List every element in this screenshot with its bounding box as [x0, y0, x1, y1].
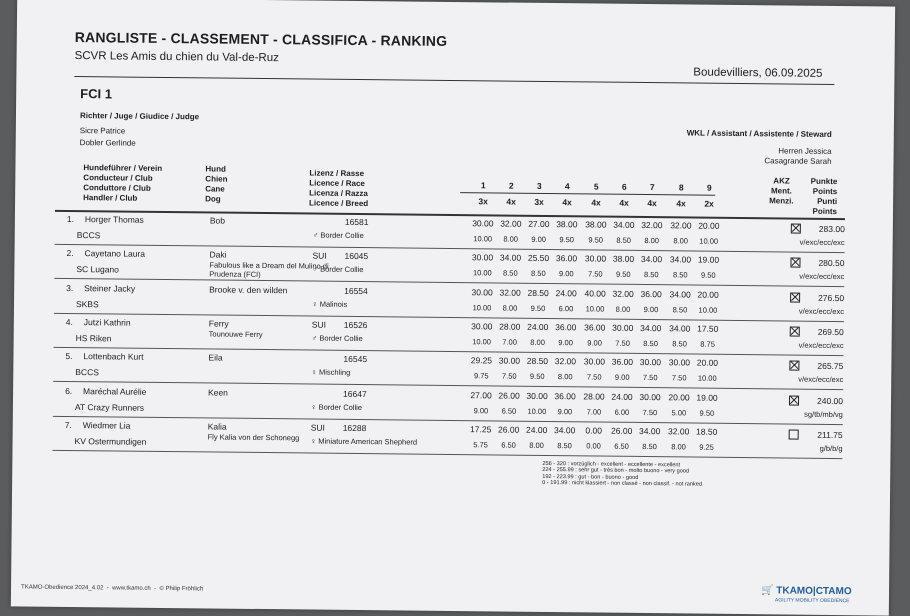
- exercise-score: 10.00: [472, 268, 492, 278]
- exercise-score: 8.00: [673, 236, 689, 246]
- exercise-total: 20.00: [697, 289, 719, 300]
- exercise-score: 9.50: [700, 270, 716, 280]
- club-name: SCVR Les Amis du chien du Val-de-Ruz: [74, 50, 279, 65]
- judge-name: Dobler Gerlinde: [79, 138, 136, 148]
- checkbox-icon: [789, 430, 799, 440]
- exercise-total: 32.00: [670, 220, 692, 231]
- exercise-total: 38.00: [585, 219, 607, 230]
- qualification-legend: 256 - 320 : vorzüglich - excellent - eccellente - excellent 224 - 255.99 : sehr gut - très bon - molto buono - very good 192 - 223.99 : gut - bon - buono - good 0 - 191.99 : nicht klassiert - non classé - non classif. - not ranked: [542, 460, 702, 488]
- exercise-score: 10.00: [585, 304, 605, 314]
- exercise-total: 34.00: [669, 254, 692, 265]
- exercise-total: 30.00: [583, 356, 606, 367]
- judge-name: Sicre Patrice: [79, 126, 126, 136]
- exercise-score: 8.50: [672, 270, 688, 280]
- exercise-coefficient: 4x: [506, 196, 516, 207]
- exercise-total: 19.00: [696, 392, 718, 403]
- exercise-score: 8.00: [644, 236, 660, 246]
- club-name: AT Crazy Runners: [74, 402, 145, 413]
- exercise-score: 7.50: [642, 407, 658, 418]
- dog-name: Brooke v. den wilden: [209, 284, 288, 296]
- qualification: g/b/b/g: [819, 443, 843, 454]
- footer: TKAMO-Obedience 2024_4.02 - www.tkamo.ch - © Philip Fröhlich: [21, 584, 204, 593]
- exercise-number: 1: [480, 180, 486, 191]
- exercise-total: 36.00: [555, 253, 578, 264]
- exercise-total: 28.00: [583, 391, 605, 402]
- exercise-score: 10.00: [472, 337, 492, 347]
- points-total: 283.00: [818, 223, 845, 235]
- exercise-score: 9.50: [588, 235, 604, 245]
- software-version: TKAMO-Obedience 2024_4.02: [21, 584, 104, 592]
- exercise-total: 36.00: [554, 391, 576, 402]
- qualification: v/exc/ecc/exc: [798, 340, 844, 351]
- exercise-score: 10.00: [473, 234, 493, 244]
- handler-name: Jutzi Kathrin: [83, 317, 131, 328]
- exercise-score: 9.00: [558, 338, 573, 348]
- ranking-sheet: [11, 0, 895, 616]
- exercise-total: 40.00: [584, 288, 606, 299]
- exercise-score: 5.00: [671, 408, 687, 418]
- exercise-score: 8.00: [615, 304, 631, 314]
- exercise-total: 30.00: [472, 218, 494, 229]
- licence-number: 16581: [344, 216, 369, 228]
- exercise-total: 26.00: [498, 390, 520, 401]
- breed: ♂ Border Collie: [311, 333, 363, 344]
- licence-number: 16526: [343, 319, 368, 331]
- exercise-score: 9.00: [473, 406, 489, 416]
- exercise-total: 19.00: [697, 254, 720, 265]
- exercise-score: 6.50: [614, 441, 629, 451]
- exercise-number: 8: [678, 182, 684, 193]
- exercise-score: 5.75: [473, 440, 488, 450]
- handler-name: Horger Thomas: [84, 214, 144, 225]
- dog-name: Daki: [209, 249, 227, 260]
- exercise-total: 20.00: [698, 220, 720, 231]
- breed: ♂ Border Collie: [312, 264, 364, 275]
- exercise-total: 26.00: [498, 424, 520, 435]
- exercise-total: 32.00: [499, 287, 521, 298]
- exercise-score: 7.50: [586, 372, 602, 382]
- points-total: 240.00: [816, 395, 844, 407]
- checked-box-icon: [790, 293, 800, 303]
- exercise-score: 8.50: [502, 268, 518, 278]
- handler-name: Cayetano Laura: [84, 248, 146, 259]
- exercise-score: 8.50: [557, 441, 572, 451]
- exercise-score: 8.50: [672, 339, 687, 349]
- exercise-score: 7.50: [642, 372, 658, 383]
- exercise-score: 10.00: [698, 305, 718, 315]
- licence-number: 16288: [342, 422, 367, 434]
- exercise-score: 10.00: [527, 406, 547, 416]
- exercise-score: 9.50: [699, 408, 715, 418]
- points-total: 276.50: [818, 292, 845, 304]
- exercise-total: 38.00: [612, 253, 635, 264]
- exercise-total: 34.00: [640, 322, 662, 334]
- exercise-header-rule: [460, 192, 715, 196]
- exercise-total: 34.00: [640, 253, 663, 265]
- exercise-score: 8.00: [503, 234, 519, 244]
- club-name: SKBS: [75, 299, 99, 310]
- breed: ♀ Border Collie: [310, 402, 363, 413]
- exercise-score: 8.50: [672, 305, 688, 315]
- checked-box-icon: [791, 224, 801, 234]
- handler-name: Lottenbach Kurt: [83, 351, 144, 362]
- handler-name: Wiedmer Lia: [82, 420, 131, 431]
- exercise-coefficient: 4x: [562, 197, 572, 208]
- exercise-total: 32.00: [668, 426, 690, 437]
- exercise-score: 7.50: [501, 371, 517, 381]
- qualification: v/exc/ecc/exc: [799, 271, 845, 282]
- points-total: 269.50: [817, 326, 844, 338]
- exercise-score: 8.50: [616, 235, 632, 245]
- location-date: Boudevilliers, 06.09.2025: [693, 66, 823, 80]
- rank: 4.: [65, 316, 73, 328]
- exercise-score: 9.00: [587, 338, 602, 348]
- exercise-coefficient: 2x: [704, 198, 714, 209]
- exercise-score: 7.50: [671, 373, 687, 383]
- rank: 1.: [66, 213, 75, 225]
- exercise-score: 8.50: [643, 338, 658, 349]
- exercise-number: 5: [593, 181, 599, 192]
- exercise-score: 8.00: [557, 372, 573, 382]
- dog-full-name: Fly Kalia von der Schonegg: [207, 432, 300, 443]
- exercise-score: 9.00: [557, 407, 573, 417]
- table-row: [52, 417, 842, 459]
- exercise-score: 10.00: [472, 303, 492, 313]
- rank: 2.: [66, 247, 74, 259]
- exercise-total: 29.25: [470, 355, 493, 366]
- points-total: 280.50: [818, 257, 845, 269]
- qualification: v/exc/ecc/exc: [798, 374, 844, 385]
- rank: 3.: [66, 282, 74, 294]
- club-name: SC Lugano: [76, 264, 119, 275]
- exercise-total: 32.00: [554, 356, 577, 367]
- exercise-score: 8.00: [671, 442, 686, 452]
- exercise-score: 9.25: [699, 442, 714, 452]
- licence-number: 16545: [343, 353, 368, 365]
- exercise-total: 30.00: [639, 391, 661, 403]
- dog-column-header: Hund Chien Cane Dog: [205, 164, 228, 204]
- exercise-score: 9.00: [558, 269, 574, 279]
- exercise-score: 9.00: [531, 234, 547, 244]
- exercise-number: 2: [508, 180, 514, 191]
- exercise-number: 4: [564, 181, 570, 192]
- exercise-total: 30.00: [612, 322, 634, 333]
- trophy-icon: 🛒: [760, 585, 774, 597]
- checked-box-icon: [790, 327, 800, 337]
- club-name: BCCS: [75, 367, 99, 378]
- handler-name: Steiner Jacky: [84, 283, 136, 294]
- dog-full-name: [208, 398, 328, 399]
- exercise-coefficient: 3x: [478, 196, 488, 207]
- breed: ♀ Miniature American Shepherd: [310, 436, 418, 447]
- exercise-coefficient: 4x: [676, 198, 686, 209]
- exercise-score: 6.00: [614, 407, 630, 417]
- exercise-total: 34.00: [613, 219, 635, 230]
- exercise-total: 30.00: [471, 287, 493, 298]
- exercise-total: 25.50: [527, 252, 550, 264]
- exercise-total: 20.00: [668, 392, 690, 403]
- class-title: FCI 1: [80, 86, 113, 102]
- exercise-score: 9.50: [530, 303, 546, 313]
- exercise-score: 8.00: [529, 440, 544, 450]
- club-name: HS Riken: [75, 333, 112, 344]
- rank: 7.: [64, 419, 72, 431]
- country: SUI: [312, 250, 327, 261]
- steward-name: Herren Jessica: [778, 146, 832, 156]
- exercise-total: 28.50: [527, 287, 549, 299]
- tkamo-logo: 🛒 TKAMO|CTAMO: [760, 585, 852, 598]
- exercise-coefficient: 4x: [647, 198, 657, 209]
- copyright: © Philip Fröhlich: [159, 585, 204, 593]
- rank: 6.: [65, 385, 73, 397]
- exercise-total: 36.00: [584, 322, 606, 333]
- points-total: 265.75: [817, 360, 844, 372]
- exercise-score: 7.00: [502, 337, 517, 347]
- exercise-total: 0.00: [585, 425, 603, 436]
- exercise-total: 24.00: [611, 391, 633, 402]
- exercise-number: 6: [621, 181, 627, 192]
- breed: ♀ Malinois: [311, 299, 348, 309]
- exercise-score: 7.00: [586, 407, 602, 417]
- exercise-total: 20.00: [696, 357, 719, 368]
- dog-name: Keen: [208, 387, 228, 398]
- exercise-number: 3: [536, 180, 542, 191]
- exercise-total: 34.00: [669, 323, 691, 334]
- dog-name: Eila: [208, 352, 223, 363]
- exercise-total: 30.00: [668, 357, 691, 368]
- exercise-total: 34.00: [499, 252, 522, 263]
- qualification: sg/tb/mb/vg: [804, 409, 843, 420]
- exercise-total: 30.00: [498, 355, 521, 366]
- exercise-total: 28.00: [499, 321, 521, 332]
- exercise-total: 26.00: [611, 425, 633, 436]
- licence-column-header: Lizenz / Rasse Licence / Race Licenza / Razza Licence / Breed: [309, 168, 369, 209]
- exercise-total: 38.00: [556, 219, 578, 230]
- exercise-score: 6.50: [501, 440, 516, 450]
- exercise-total: 24.00: [555, 288, 577, 299]
- checked-box-icon: [790, 258, 800, 268]
- licence-number: 16647: [343, 388, 367, 400]
- club-name: BCCS: [76, 230, 101, 241]
- exercise-score: 9.00: [614, 372, 630, 382]
- exercise-score: 7.50: [615, 338, 630, 348]
- points-total: 211.75: [817, 429, 843, 441]
- dog-name: Ferry: [208, 318, 229, 329]
- points-column-header: Punkte Points Punti Points: [810, 176, 838, 217]
- exercise-score: 9.00: [643, 304, 659, 315]
- dog-full-name: Tounouwe Ferry: [208, 329, 263, 340]
- dog-full-name: Fabulous like a Dream del Mulino di Prudenza (FCI): [209, 260, 329, 279]
- exercise-total: 34.00: [639, 425, 661, 437]
- country: SUI: [311, 319, 327, 330]
- rank: 5.: [65, 350, 73, 362]
- exercise-total: 32.00: [641, 219, 663, 231]
- exercise-total: 27.00: [470, 390, 492, 401]
- checked-box-icon: [789, 361, 799, 371]
- exercise-total: 30.00: [639, 356, 662, 368]
- licence-number: 16554: [344, 285, 368, 297]
- breed: ♀ Mischling: [311, 367, 351, 377]
- tkamo-logo-subtitle: AGILITY MOBILITY OBEDIENCE: [774, 597, 850, 605]
- club-name: KV Ostermundigen: [74, 436, 147, 447]
- qualification: v/exc/ecc/exc: [799, 237, 845, 248]
- exercise-score: 6.00: [558, 304, 574, 314]
- exercise-score: 8.00: [530, 337, 545, 347]
- exercise-total: 30.00: [584, 253, 607, 264]
- exercise-total: 27.00: [528, 218, 550, 230]
- exercise-score: 8.50: [530, 268, 546, 278]
- exercise-score: 9.50: [559, 235, 575, 245]
- exercise-total: 32.00: [500, 218, 522, 229]
- exercise-total: 24.00: [526, 424, 548, 435]
- website-link[interactable]: www.tkamo.ch: [112, 585, 151, 592]
- exercise-score: 8.00: [502, 303, 518, 313]
- exercise-score: 9.50: [615, 269, 631, 279]
- exercise-score: 8.50: [643, 269, 659, 280]
- exercise-total: 34.00: [669, 289, 691, 300]
- exercise-total: 17.25: [470, 424, 492, 435]
- exercise-score: 9.75: [473, 371, 489, 381]
- exercise-total: 36.00: [640, 288, 662, 300]
- exercise-total: 30.00: [526, 390, 548, 401]
- dog-full-name: [208, 363, 328, 364]
- page-title: RANGLISTE - CLASSEMENT - CLASSIFICA - RANKING: [74, 29, 448, 49]
- exercise-number: 7: [649, 182, 655, 193]
- exercise-score: 10.00: [699, 236, 719, 246]
- steward-label: WKL / Assistant / Assistente / Steward: [686, 128, 832, 139]
- dog-name: Kalia: [207, 421, 227, 432]
- exercise-total: 28.50: [526, 355, 549, 366]
- checked-box-icon: [789, 396, 799, 406]
- exercise-coefficient: 4x: [591, 197, 601, 208]
- exercise-score: 10.00: [697, 373, 717, 383]
- exercise-total: 34.00: [554, 425, 576, 436]
- exercise-coefficient: 3x: [534, 196, 544, 207]
- exercise-score: 6.50: [501, 406, 517, 416]
- exercise-total: 32.00: [612, 288, 634, 299]
- country: SUI: [310, 422, 325, 433]
- breed: ♂ Border Collie: [312, 230, 364, 241]
- exercise-coefficient: 4x: [619, 197, 629, 208]
- dog-full-name: [209, 295, 329, 296]
- handler-name: Maréchal Aurélie: [83, 386, 147, 397]
- exercise-total: 30.00: [471, 321, 493, 332]
- exercise-score: 8.50: [642, 441, 657, 452]
- dog-name: Bob: [209, 215, 226, 226]
- exercise-score: 0.00: [586, 441, 601, 451]
- exercise-total: 18.50: [696, 426, 718, 437]
- exercise-total: 36.00: [611, 356, 634, 367]
- exercise-total: 17.50: [697, 323, 719, 334]
- handler-column-header: Hundeführer / Verein Conducteur / Club Conduttore / Club Handler / Club: [83, 163, 163, 203]
- exercise-total: 36.00: [555, 322, 577, 333]
- qualification: v/exc/ecc/exc: [798, 306, 845, 317]
- exercise-score: 7.50: [587, 269, 603, 279]
- exercise-score: 9.50: [529, 371, 545, 381]
- steward-name: Casagrande Sarah: [764, 156, 832, 166]
- exercise-total: 24.00: [527, 321, 549, 333]
- exercise-number: 9: [706, 182, 712, 193]
- dog-full-name: [210, 226, 330, 227]
- judge-label: Richter / Juge / Giudice / Judge: [79, 111, 200, 122]
- exercise-score: 8.75: [700, 339, 715, 349]
- licence-number: 16045: [344, 250, 369, 262]
- akz-column-header: AKZ Ment. Menzi.: [769, 176, 794, 206]
- exercise-total: 30.00: [471, 252, 494, 263]
